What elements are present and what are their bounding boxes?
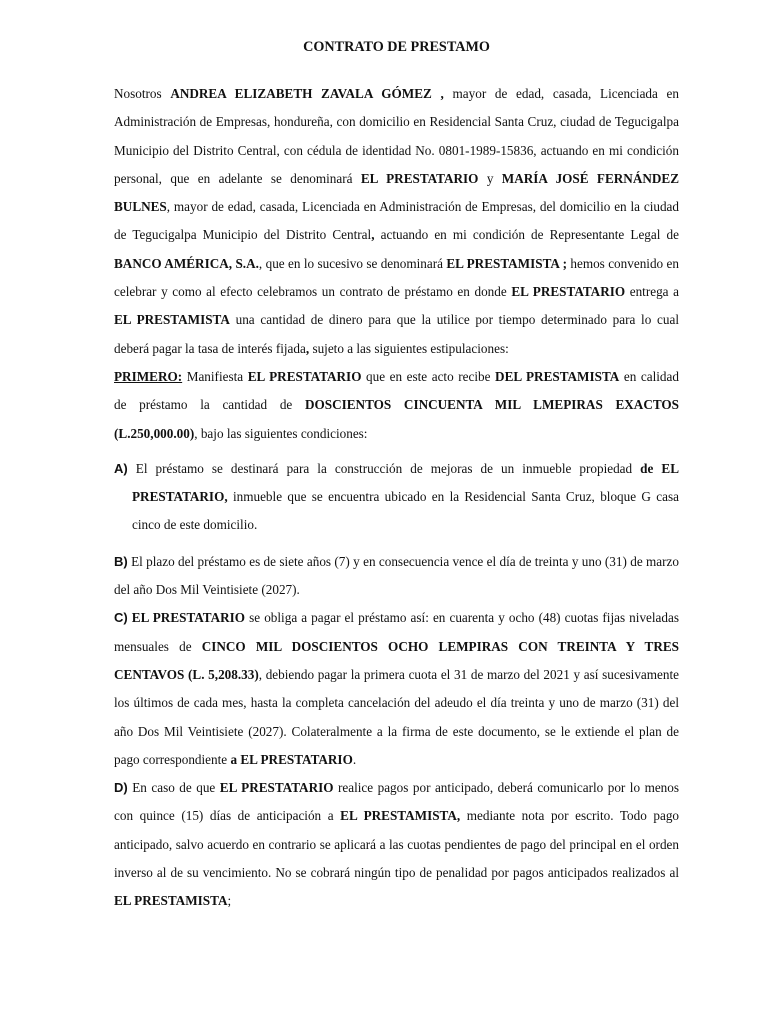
bold-text-run: ANDREA ELIZABETH ZAVALA GÓMEZ , xyxy=(170,86,444,101)
condition-a-marker: A) xyxy=(114,460,128,476)
bold-text-run: EL PRESTATARIO xyxy=(511,284,626,300)
condition-b-text xyxy=(114,554,679,597)
intro-paragraph xyxy=(114,80,679,363)
condition-b xyxy=(114,548,679,605)
document-page xyxy=(114,36,679,916)
text-run: Manifiesta xyxy=(182,368,248,384)
text-run: , que en lo sucesivo se denominará xyxy=(258,255,447,271)
bold-text-run: , xyxy=(305,340,310,356)
condition-c xyxy=(114,604,679,774)
bold-text-run: EL PRESTATARIO xyxy=(219,780,334,796)
text-run: se obliga a pagar el préstamo así: en cuarenta y ocho (48) cuotas fijas niveladas mensuales de xyxy=(114,610,679,654)
document-title: CONTRATO DE PRESTAMO xyxy=(303,39,490,55)
bold-text-run: a EL PRESTATARIO xyxy=(230,751,353,767)
text-run: realice pagos por anticipado, deberá comunicarlo por lo menos con quince (15) días de anticipación a xyxy=(114,780,679,824)
text-run: y xyxy=(478,170,502,186)
bold-text-run: DEL PRESTAMISTA xyxy=(495,368,620,384)
text-run: El plazo del préstamo es de siete años (7) y en consecuencia vence el día de treinta y uno (31) de marzo del año Dos Mil Veintisiete (2027). xyxy=(114,553,679,598)
bold-text-run: de EL PRESTATARIO, xyxy=(132,460,679,505)
text-run: actuando en mi condición de Representante Legal de xyxy=(374,227,679,243)
text-run: . xyxy=(352,751,357,767)
bold-text-run: MARÍA JOSÉ FERNÁNDEZ BULNES xyxy=(114,170,679,215)
text-run: sujeto a las siguientes estipulaciones: xyxy=(309,340,509,356)
bold-text-run: CINCO MIL DOSCIENTOS OCHO LEMPIRAS CON TREINTA Y TRES CENTAVOS (L. 5,208.33) xyxy=(114,638,679,682)
text-run: , bajo las siguientes condiciones: xyxy=(194,425,368,441)
condition-c-text xyxy=(114,610,679,766)
text-run: El préstamo se destinará para la construcción de mejoras de un inmueble propiedad xyxy=(127,460,641,476)
text-run: mediante nota por escrito. Todo pago anticipado, salvo acuerdo en contrario se aplicará a las cuotas pendientes de pago del principal en el orden inverso al de su vencimiento. No se cobrará ningún tipo de penalidad por pagos anticipados realizados al xyxy=(114,808,680,881)
text-run: que en este acto recibe xyxy=(361,368,496,384)
text-run: ; xyxy=(227,893,232,909)
bold-text-run: DOSCIENTOS CINCUENTA MIL LMEPIRAS EXACTOS (L.250,000.00) xyxy=(114,397,679,441)
bold-text-run: , xyxy=(371,227,375,243)
bold-text-run: EL PRESTAMISTA xyxy=(114,893,228,909)
bold-text-run: BANCO AMÉRICA, S.A. xyxy=(114,255,259,271)
condition-b-marker: B) xyxy=(114,553,128,569)
bold-text-run: EL PRESTATARIO xyxy=(247,368,362,384)
text-run: entrega a xyxy=(625,284,680,300)
bold-text-run: EL PRESTAMISTA, xyxy=(340,808,461,824)
condition-d xyxy=(114,774,679,915)
text-run: una cantidad de dinero para que la utilice por tiempo determinado para lo cual deberá pagar la tasa de interés fijada xyxy=(114,312,679,356)
condition-a xyxy=(114,455,679,540)
text-run: hemos convenido en celebrar y como al efecto celebramos un contrato de préstamo en donde xyxy=(114,255,679,300)
text-run: , debiendo pagar la primera cuota el 31 de marzo del 2021 y así sucesivamente los últimos de cada mes, hasta la completa cancelación del adeudo el día treinta y uno de marzo (31) del año Dos Mil Veintisiete (2027). Colateralmente a la firma de este documento, se le extiende el plan de pago correspondiente xyxy=(114,666,679,767)
condition-d-marker: D) xyxy=(114,780,128,796)
bold-text-run: EL PRESTAMISTA ; xyxy=(446,255,567,271)
text-run: Nosotros xyxy=(114,86,171,101)
condition-d-text xyxy=(114,780,679,908)
bold-text-run: EL PRESTATARIO xyxy=(131,610,246,626)
condition-a-text xyxy=(128,461,679,533)
bold-text-run: PRIMERO: xyxy=(114,368,183,384)
text-run: en calidad de préstamo la cantidad de xyxy=(114,368,679,413)
text-run: En caso de que xyxy=(127,780,220,796)
text-run: mayor de edad, casada, Licenciada en Administración de Empresas, hondureña, con domicilio en Residencial Santa Cruz, ciudad de Tegucigalpa Municipio del Distrito Central, con cédula de identidad No. 0801-1989-15836, actuando en mi condición personal, que en adelante se denominará xyxy=(114,86,679,186)
condition-c-marker: C) xyxy=(114,610,128,626)
text-run: , mayor de edad, casada, Licenciada en Administración de Empresas, del domicilio en la ciudad de Tegucigalpa Municipio del Distrito Central xyxy=(114,199,679,243)
bold-text-run: EL PRESTATARIO xyxy=(360,170,479,186)
text-run: inmueble que se encuentra ubicado en la Residencial Santa Cruz, bloque G casa cinco de este domicilio. xyxy=(132,489,679,533)
bold-text-run: EL PRESTAMISTA xyxy=(114,312,230,328)
clause-primero xyxy=(114,363,679,448)
